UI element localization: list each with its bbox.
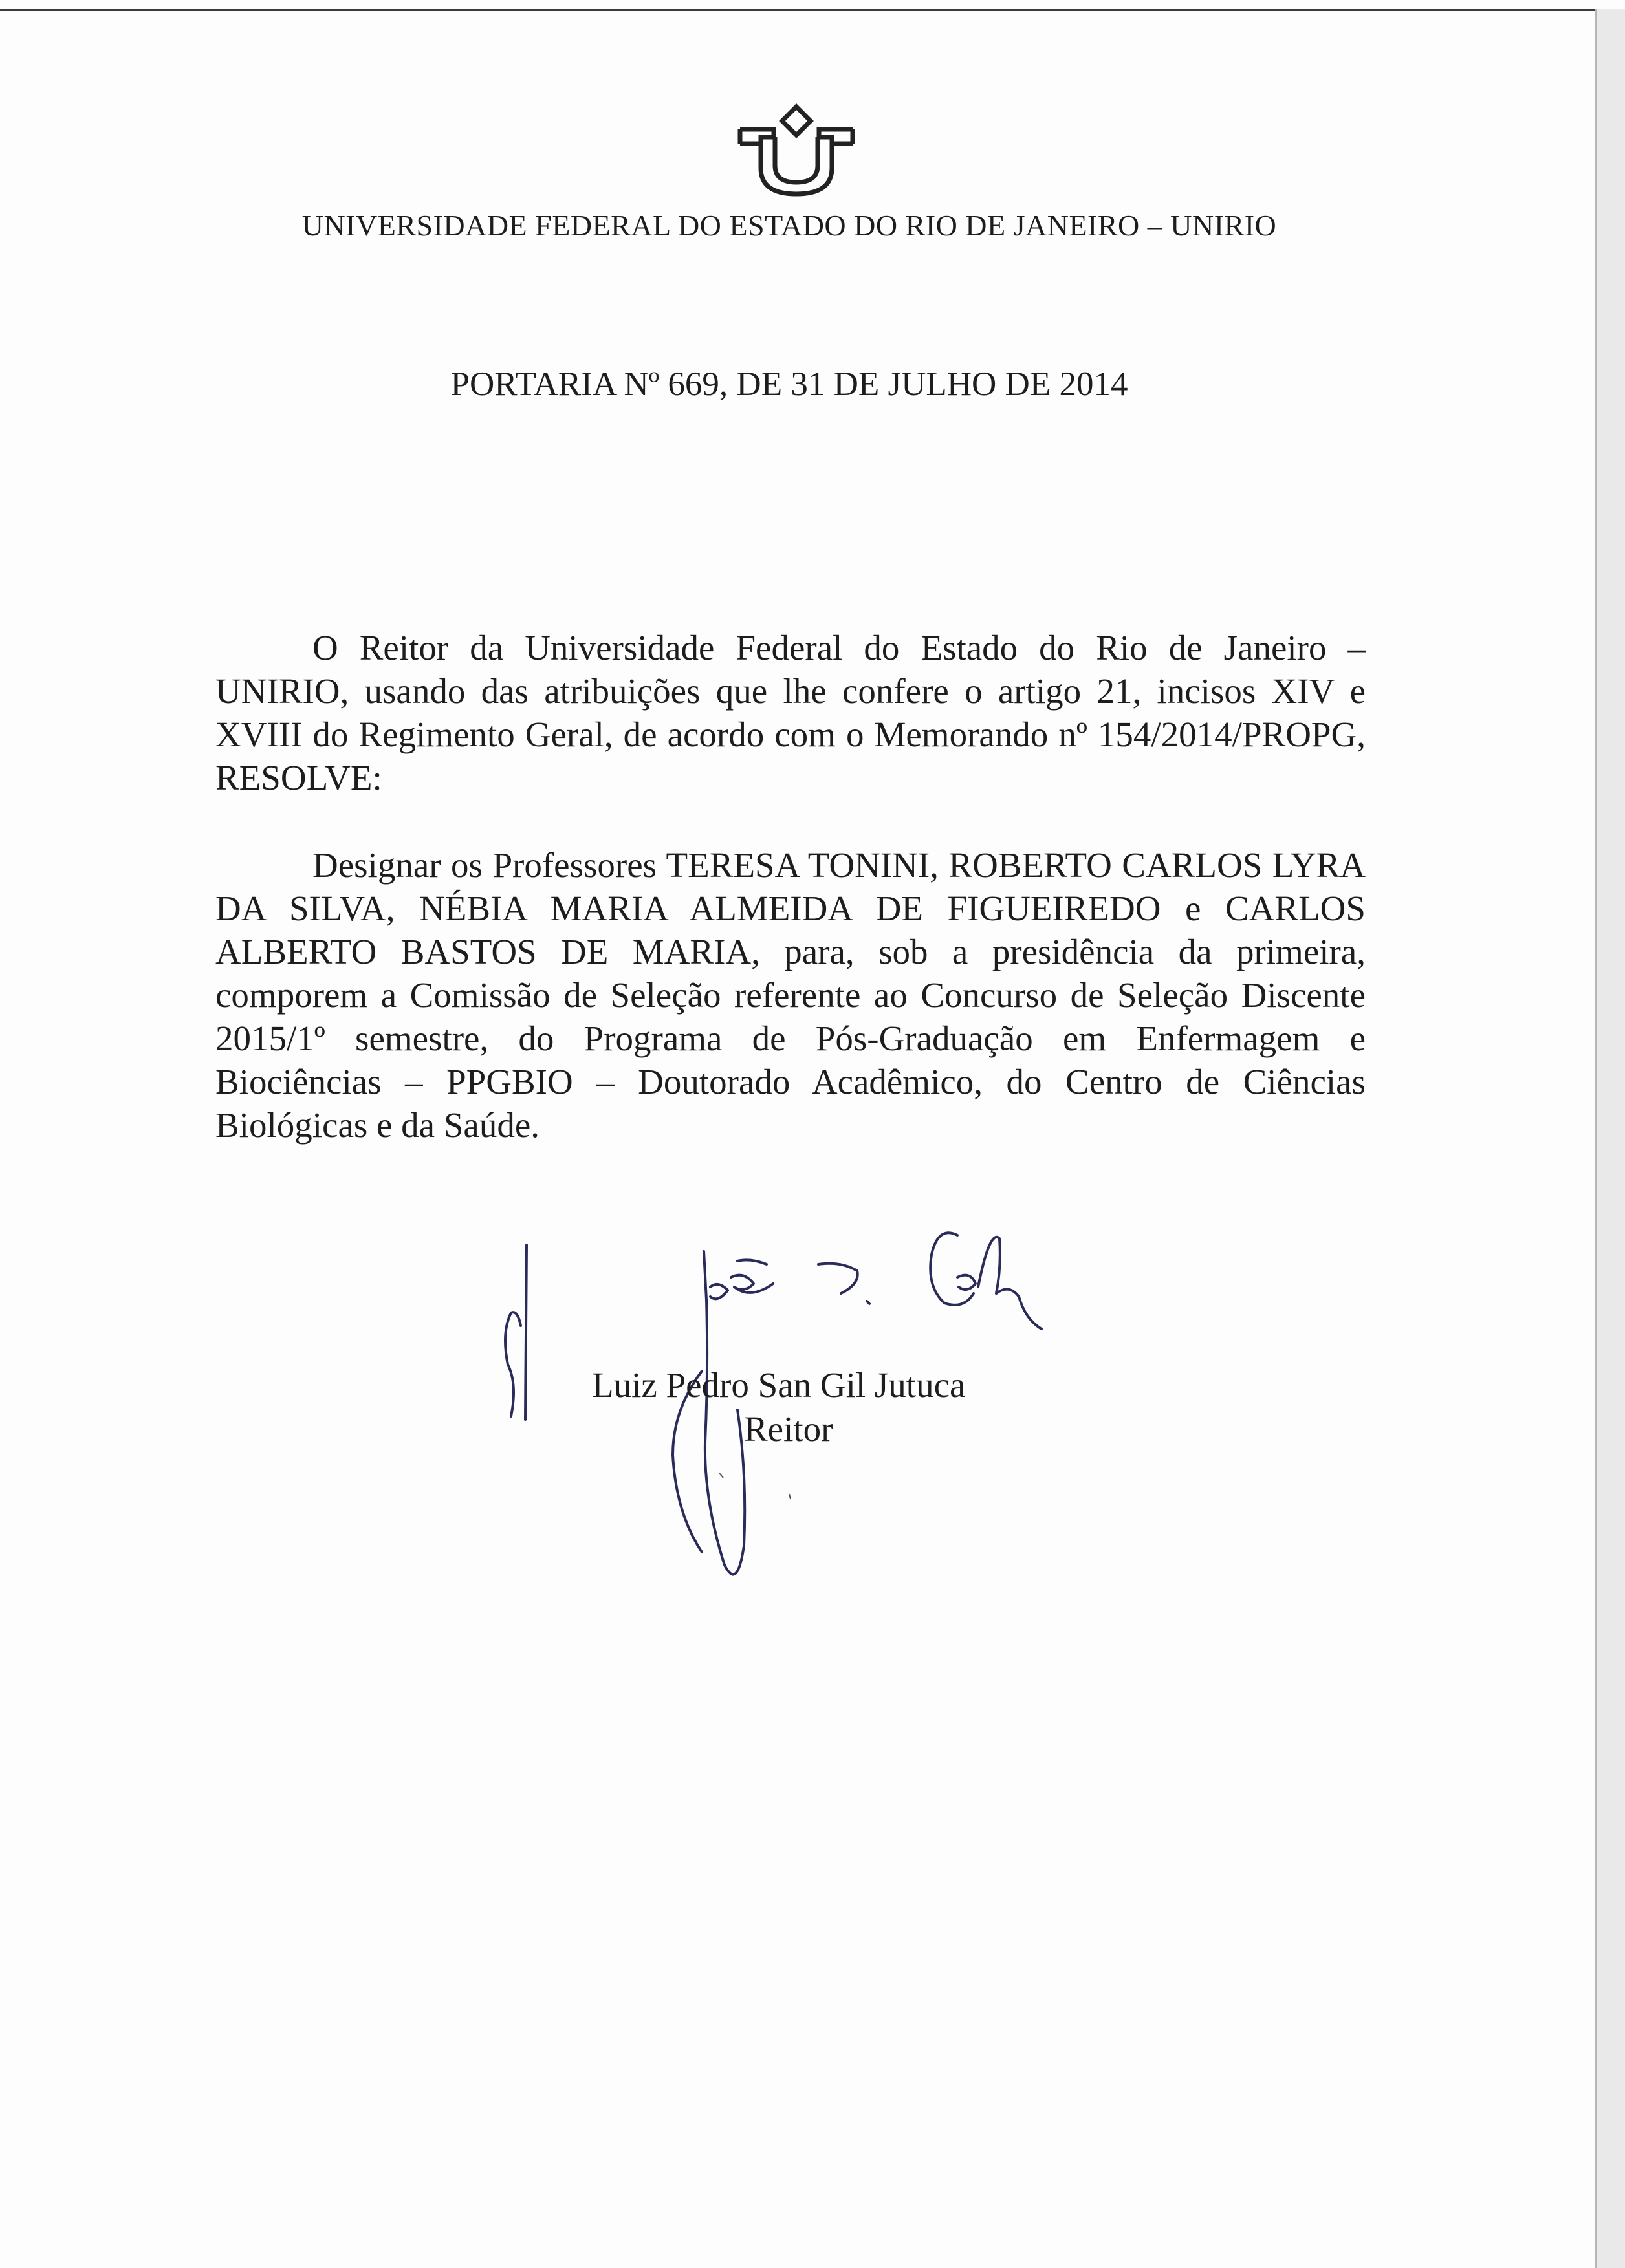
signatory-name: Luiz Pedro San Gil Jutuca <box>592 1365 966 1405</box>
document-title: PORTARIA Nº 669, DE 31 DE JULHO DE 2014 <box>450 365 1128 403</box>
institution-name: UNIVERSIDADE FEDERAL DO ESTADO DO RIO DE JANEIRO – UNIRIO <box>301 209 1277 242</box>
paragraph-preamble: O Reitor da Universidade Federal do Estado do Rio de Janeiro – UNIRIO, usando das atribuições que lhe confere o artigo 21, incisos XIV e XVIII do Regimento Geral, de acordo com o Memorando nº 154/2014/PROPG, RESOLVE: <box>215 628 1366 797</box>
unirio-logo-icon <box>735 103 858 200</box>
signatory-role: Reitor <box>744 1409 833 1449</box>
page-top-edge <box>0 9 1598 11</box>
page-right-edge <box>1595 9 1625 2268</box>
paragraph-resolution: Designar os Professores TERESA TONINI, ROBERTO CARLOS LYRA DA SILVA, NÉBIA MARIA ALMEIDA DE FIGUEIREDO e CARLOS ALBERTO BASTOS DE MARIA, para, sob a presidência da primeira, comporem a Comissão de Seleção referente ao Concurso de Seleção Discente 2015/1º semestre, do Programa de Pós-Graduação em Enfermagem e Biociências – PPGBIO – Doutorado Acadêmico, do Centro de Ciências Biológicas e da Saúde. <box>215 845 1366 1145</box>
